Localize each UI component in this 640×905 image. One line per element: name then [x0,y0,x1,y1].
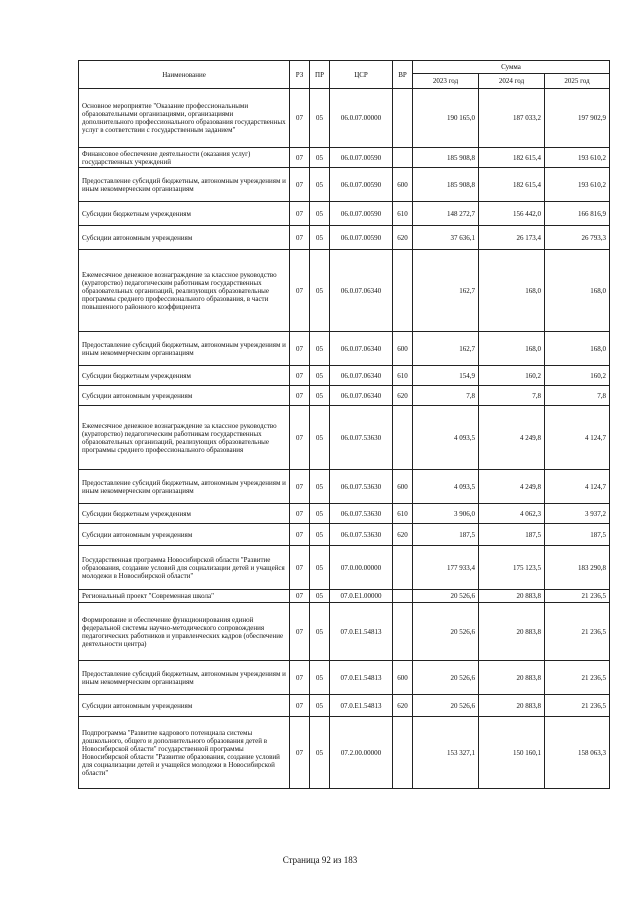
row-vr: 610 [393,366,413,386]
header-year-2025: 2025 год [545,74,610,89]
row-pr: 05 [310,250,330,332]
header-name: Наименование [79,61,290,89]
row-sum-2025: 166 816,9 [545,202,610,226]
row-rz: 07 [290,202,310,226]
table-row [79,717,610,789]
row-vr [393,546,413,590]
row-vr [393,603,413,661]
row-name: Государственная программа Новосибирской области "Развитие образования, создание условий для социализации детей и учащейся молодежи в Новосибирской области" [79,546,290,590]
row-sum-2023: 148 272,7 [413,202,479,226]
row-rz: 07 [290,148,310,168]
row-sum-2025: 21 236,5 [545,661,610,695]
row-rz: 07 [290,168,310,202]
row-pr: 05 [310,546,330,590]
row-sum-2025: 7,8 [545,386,610,406]
table-row [79,470,610,504]
page-number: Страница 92 из 183 [282,855,358,865]
row-csr: 06.0.07.53630 [330,504,393,524]
table-row [79,406,610,470]
row-vr: 600 [393,332,413,366]
row-sum-2025: 183 290,8 [545,546,610,590]
table-row [79,148,610,168]
row-sum-2025: 26 793,3 [545,226,610,250]
row-vr [393,250,413,332]
row-vr: 610 [393,504,413,524]
row-csr: 07.0.E1.54813 [330,661,393,695]
table-row [79,226,610,250]
header-vr: ВР [393,61,413,89]
header-pr: ПР [310,61,330,89]
row-vr: 600 [393,168,413,202]
row-vr: 600 [393,470,413,504]
row-csr: 06.0.07.00590 [330,148,393,168]
row-sum-2024: 7,8 [479,386,545,406]
row-pr: 05 [310,406,330,470]
row-name: Предоставление субсидий бюджетным, автономным учреждениям и иным некоммерческим организациям [79,470,290,504]
row-pr: 05 [310,695,330,717]
row-sum-2024: 20 883,8 [479,661,545,695]
row-sum-2023: 4 093,5 [413,470,479,504]
row-sum-2025: 193 610,2 [545,168,610,202]
row-name: Ежемесячное денежное вознаграждение за классное руководство (кураторство) педагогическим работникам государственных образовательных организаций, реализующих образовательные программы среднего профессионального образования [79,406,290,470]
row-name: Субсидии бюджетным учреждениям [79,366,290,386]
row-csr: 06.0.07.06340 [330,366,393,386]
row-sum-2023: 153 327,1 [413,717,479,789]
row-vr: 620 [393,386,413,406]
row-rz: 07 [290,603,310,661]
row-sum-2023: 177 933,4 [413,546,479,590]
row-rz: 07 [290,406,310,470]
row-vr [393,406,413,470]
row-vr [393,148,413,168]
row-name: Субсидии автономным учреждениям [79,524,290,546]
row-sum-2024: 187 033,2 [479,89,545,148]
row-name: Формирование и обеспечение функционирования единой федеральной системы научно-методического сопровождения педагогических работников и управленческих кадров (обеспечение деятельности центра) [79,603,290,661]
table-row [79,504,610,524]
row-pr: 05 [310,202,330,226]
row-pr: 05 [310,504,330,524]
row-sum-2024: 20 883,8 [479,603,545,661]
row-csr: 06.0.07.06340 [330,332,393,366]
row-sum-2024: 156 442,0 [479,202,545,226]
row-rz: 07 [290,470,310,504]
table-row [79,366,610,386]
row-rz: 07 [290,250,310,332]
table-row [79,603,610,661]
row-vr [393,89,413,148]
row-vr: 610 [393,202,413,226]
row-vr [393,717,413,789]
row-sum-2023: 185 908,8 [413,168,479,202]
row-sum-2025: 187,5 [545,524,610,546]
row-name: Предоставление субсидий бюджетным, автономным учреждениям и иным некоммерческим организациям [79,661,290,695]
row-sum-2024: 4 249,8 [479,406,545,470]
header-csr: ЦСР [330,61,393,89]
row-csr: 07.2.00.00000 [330,717,393,789]
row-pr: 05 [310,366,330,386]
row-pr: 05 [310,470,330,504]
row-sum-2025: 158 063,3 [545,717,610,789]
row-sum-2023: 185 908,8 [413,148,479,168]
row-csr: 06.0.07.53630 [330,524,393,546]
table-row [79,546,610,590]
row-vr: 620 [393,695,413,717]
row-sum-2024: 150 160,1 [479,717,545,789]
row-csr: 06.0.07.00000 [330,89,393,148]
row-pr: 05 [310,168,330,202]
table-row [79,250,610,332]
row-sum-2025: 3 937,2 [545,504,610,524]
row-vr: 620 [393,524,413,546]
table-row [79,168,610,202]
row-pr: 05 [310,386,330,406]
row-sum-2024: 4 062,3 [479,504,545,524]
row-csr: 06.0.07.53630 [330,406,393,470]
row-pr: 05 [310,148,330,168]
table-row [79,332,610,366]
row-sum-2025: 168,0 [545,250,610,332]
row-name: Финансовое обеспечение деятельности (оказания услуг) государственных учреждений [79,148,290,168]
header-sum: Сумма [413,61,610,74]
row-name: Субсидии бюджетным учреждениям [79,202,290,226]
row-rz: 07 [290,661,310,695]
row-sum-2023: 20 526,6 [413,661,479,695]
row-sum-2024: 160,2 [479,366,545,386]
row-rz: 07 [290,366,310,386]
row-pr: 05 [310,226,330,250]
row-name: Предоставление субсидий бюджетным, автономным учреждениям и иным некоммерческим организациям [79,332,290,366]
row-name: Субсидии автономным учреждениям [79,695,290,717]
row-csr: 06.0.07.06340 [330,386,393,406]
row-rz: 07 [290,386,310,406]
row-sum-2025: 4 124,7 [545,470,610,504]
row-rz: 07 [290,332,310,366]
row-sum-2023: 162,7 [413,250,479,332]
row-rz: 07 [290,504,310,524]
row-pr: 05 [310,661,330,695]
row-name: Субсидии автономным учреждениям [79,386,290,406]
header-year-2024: 2024 год [479,74,545,89]
row-sum-2023: 20 526,6 [413,603,479,661]
table-body [79,89,610,789]
row-sum-2023: 20 526,6 [413,695,479,717]
row-rz: 07 [290,695,310,717]
row-sum-2025: 21 236,5 [545,695,610,717]
row-pr: 05 [310,590,330,603]
row-sum-2025: 193 610,2 [545,148,610,168]
row-name: Субсидии бюджетным учреждениям [79,504,290,524]
row-sum-2023: 4 093,5 [413,406,479,470]
row-csr: 06.0.07.00590 [330,202,393,226]
row-pr: 05 [310,89,330,148]
row-sum-2023: 3 906,0 [413,504,479,524]
header-year-2023: 2023 год [413,74,479,89]
row-sum-2025: 4 124,7 [545,406,610,470]
row-vr [393,590,413,603]
row-sum-2025: 160,2 [545,366,610,386]
row-sum-2023: 190 165,0 [413,89,479,148]
row-rz: 07 [290,226,310,250]
row-sum-2024: 26 173,4 [479,226,545,250]
row-sum-2024: 168,0 [479,332,545,366]
row-sum-2023: 37 636,1 [413,226,479,250]
row-vr: 600 [393,661,413,695]
budget-table-container [78,60,609,789]
row-sum-2024: 20 883,8 [479,695,545,717]
row-sum-2023: 154,9 [413,366,479,386]
row-name: Ежемесячное денежное вознаграждение за классное руководство (кураторство) педагогическим работникам государственных образовательных организаций, реализующих образовательные программы среднего профессионального образования, в части повышенного районного коэффициента [79,250,290,332]
row-sum-2024: 187,5 [479,524,545,546]
row-rz: 07 [290,524,310,546]
row-csr: 07.0.E1.54813 [330,695,393,717]
row-sum-2024: 168,0 [479,250,545,332]
table-row [79,386,610,406]
row-sum-2024: 20 883,8 [479,590,545,603]
row-sum-2024: 4 249,8 [479,470,545,504]
header-rz: РЗ [290,61,310,89]
row-pr: 05 [310,717,330,789]
row-rz: 07 [290,590,310,603]
row-sum-2024: 182 615,4 [479,168,545,202]
table-row [79,524,610,546]
row-csr: 07.0.E1.00000 [330,590,393,603]
row-csr: 06.0.07.53630 [330,470,393,504]
row-csr: 06.0.07.00590 [330,226,393,250]
row-pr: 05 [310,524,330,546]
row-rz: 07 [290,717,310,789]
row-sum-2025: 168,0 [545,332,610,366]
row-rz: 07 [290,89,310,148]
row-pr: 05 [310,603,330,661]
row-sum-2023: 162,7 [413,332,479,366]
row-sum-2023: 20 526,6 [413,590,479,603]
row-sum-2025: 21 236,5 [545,603,610,661]
row-sum-2025: 197 902,9 [545,89,610,148]
budget-table [78,60,610,789]
row-csr: 06.0.07.00590 [330,168,393,202]
row-sum-2023: 7,8 [413,386,479,406]
row-csr: 07.0.E1.54813 [330,603,393,661]
row-name: Подпрограмма "Развитие кадрового потенциала системы дошкольного, общего и дополнительного образования детей в Новосибирской области" государственной программы Новосибирской области "Развитие образования, создание условий для социализации детей и учащейся молодежи в Новосибирской области" [79,717,290,789]
row-sum-2025: 21 236,5 [545,590,610,603]
row-sum-2024: 182 615,4 [479,148,545,168]
row-csr: 07.0.00.00000 [330,546,393,590]
row-pr: 05 [310,332,330,366]
table-row [79,661,610,695]
row-name: Основное мероприятие "Оказание профессиональными образовательными организациями, организациями дополнительного профессионального образования государственных услуг в соответствии с государственным заданием" [79,89,290,148]
row-csr: 06.0.07.06340 [330,250,393,332]
row-sum-2024: 175 123,5 [479,546,545,590]
row-sum-2023: 187,5 [413,524,479,546]
table-row [79,695,610,717]
row-vr: 620 [393,226,413,250]
row-rz: 07 [290,546,310,590]
row-name: Региональный проект "Современная школа" [79,590,290,603]
row-name: Субсидии автономным учреждениям [79,226,290,250]
table-row [79,202,610,226]
row-name: Предоставление субсидий бюджетным, автономным учреждениям и иным некоммерческим организациям [79,168,290,202]
table-row [79,89,610,148]
table-row [79,590,610,603]
